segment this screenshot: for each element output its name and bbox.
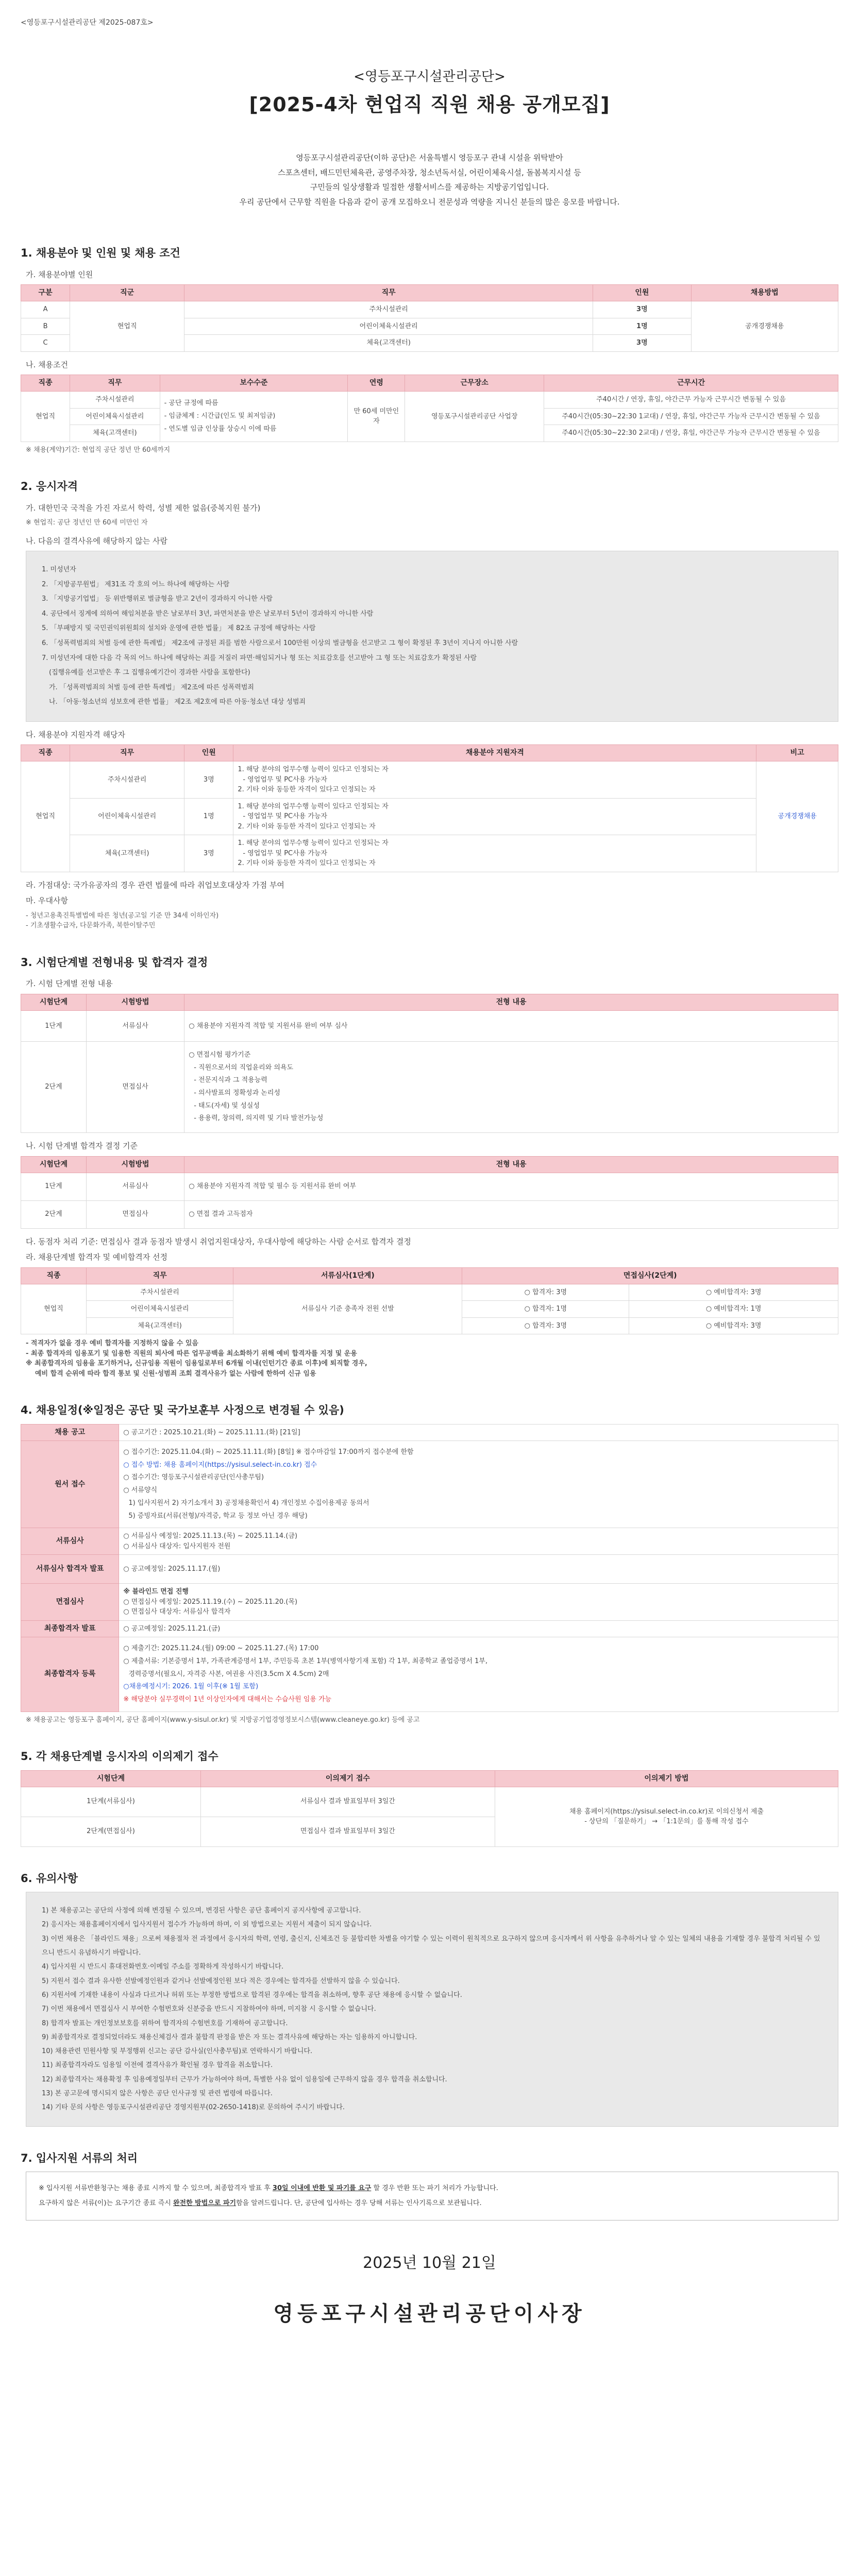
table-row: 어린이체육시설관리 주40시간(05:30~22:30 1교대) / 연장, 휴일, 야간근무 가능자 근무시간 변동될 수 있음 bbox=[21, 408, 838, 425]
section-1b-title: 나. 채용조건 bbox=[26, 360, 68, 369]
pass-criteria-table: 시험단계 시험방법 전형 내용 1단계 서류심사 ○ 채용분야 지원자격 적합 및 필수 등 지원서류 완비 여부 2단계 면접심사 ○ 면접 결과 고득점자 bbox=[21, 1156, 838, 1229]
table-row: 서류심사 합격자 발표 ○ 공고예정일: 2025.11.17.(월) bbox=[21, 1555, 838, 1584]
conditions-table: 직종 직무 보수수준 연령 근무장소 근무시간 현업직 주차시설관리 - 공단 규정에 따름 - 임금체계 : 시간급(인도 및 최저임금) - 연도별 임금 인상률 상승시 이에 따름 만 60세 미만인자 영등포구시설관리공단 사업장 주40시간 / 연장, 휴일, 야간근무 가능자 근무시간 변동될 수 있음 어린이체육시설관리 주40시간(05:30~22:30 1교대) / 연장, 휴일, 야간근무 가능자 근무시간 변동될 수 있음 체육(고객센터) 주40시간(05:30~22:30 2교대) / 연장, 휴일, 야간근무 가능자 근무시간 변동될 수 있음 bbox=[21, 375, 838, 442]
contract-note: ※ 채용(계약)기간: 현업직 공단 정년 만 60세까지 bbox=[26, 446, 171, 454]
section-4-title: 4. 채용일정(※일정은 공단 및 국가보훈부 사정으로 변경될 수 있음) bbox=[21, 1404, 344, 1417]
positions-table: 구분 직군 직무 인원 채용방법 A 현업직 주차시설관리 3명 공개경쟁채용 B 어린이체육시설관리 1명 C 체육(고객센터) 3명 bbox=[21, 284, 838, 352]
notice-date: 2025년 10월 21일 bbox=[363, 2254, 496, 2273]
section-5-title: 5. 각 채용단계별 응시자의 이의제기 접수 bbox=[21, 1750, 218, 1763]
section-3b-title: 나. 시험 단계별 합격자 결정 기준 bbox=[26, 1141, 138, 1151]
table-row: 체육(고객센터) 주40시간(05:30~22:30 2교대) / 연장, 휴일, 야간근무 가능자 근무시간 변동될 수 있음 bbox=[21, 425, 838, 442]
table-row: 어린이체육시설관리 1명 1. 해당 분야의 업무수행 능력이 있다고 인정되는 자 - 영업업무 및 PC사용 가능자 2. 기타 이와 동등한 자격이 있다고 인정되는 자 bbox=[21, 798, 838, 835]
section-3c-title: 다. 동점자 처리 기준: 면접심사 결과 동점자 발생시 취업지원대상자, 우대사항에 해당하는 사람 순서로 합격자 결정 bbox=[26, 1236, 411, 1246]
table-row: B 어린이체육시설관리 1명 bbox=[21, 318, 838, 335]
notice-number: <영등포구시설관리공단 제2025-087호> bbox=[21, 19, 154, 27]
org-title: <영등포구시설관리공단> bbox=[353, 69, 506, 84]
selection-table: 직종 직무 서류심사(1단계) 면접심사(2단계) 현업직 주차시설관리 서류심사 기준 충족자 전원 선발 ○ 합격자: 3명 ○ 예비합격자: 3명 어린이체육시설관리 ○ 합격자: 1명 ○ 예비합격자: 1명 체육(고객센터) ○ 합격자: 3명 ○ 예비합격자: 3명 bbox=[21, 1267, 838, 1335]
notice-page: <영등포구시설관리공단 제2025-087호> <영등포구시설관리공단> [2025-4차 현업직 직원 채용 공개모집] 영등포구시설관리공단(이하 공단)은 서울특별시 영등포구 관내 시설을 위탁받아 스포츠센터, 배드민턴체육관, 공영주차장, 청소년독서실, 어린이체육시설, 돌봄복지시설 등 구민들의 일상생활과 밀접한 생활서비스를 제공하는 지방공기업입니다. 우리 공단에서 근무할 직원을 다음과 같이 공개 모집하오니 전문성과 역량을 지니신 분들의 많은 응모를 바랍니다. 1. 채용분야 및 인원 및 채용 조건 가. 채용분야별 인원 구분 직군 직무 인원 채용방법 A 현업직 주차시설관리 3명 공개경쟁채용 B 어린이체육시설관리 1명 C 체육(고객센터) 3명 나. 채용조건 직종 직무 보수수준 연령 근무장소 근무시간 현업직 주차시설관리 - 공단 규정에 따름 - 임금체계 : 시간급(인도 및 최저임금) - 연도별 임금 인상률 상승시 이에 따름 만 60세 미만인자 영등포구시설관리공단 사업장 주40시간 / 연장, 휴일, 야간근무 가능자 근무시간 변동될 수 있음 어린이체육시설관리 주40시간(05:30~22:30 1교대) / 연장, 휴일, 야간근무 가능자 근무시간 변동될 수 있음 체육(고객센터) 주40시간(05:30~22:30 2교대) / 연장, 휴일, 야간근무 가능자 근무시간 변동될 수 있음 ※ 채용(계약)기간: 현업직 공단 정년 만 60세까지 2. 응시자격 가. 대한민국 국적을 가진 자로서 학력, 성별 제한 없음(중복지원 불가) ※ 현업직: 공단 정년인 만 60세 미만인 자 나. 다음의 결격사유에 해당하지 않는 사람 1. 미성년자 2. 「지방공무원법」 제31조 각 호의 어느 하나에 해당하는 사람 3. 「지방공기업법」 등 위반행위로 벌금형을 받고 2년이 경과하지 아니한 사람 4. 공단에서 징계에 의하여 해임처분을 받은 날로부터 3년, 파면처분을 받은 날로부터 5년이 경과하지 아니한 사람 5. 「부패방지 및 국민권익위원회의 설치와 운영에 관한 법률」 제 82조 규정에 해당하는 사람 6. 「성폭력범죄의 처벌 등에 관한 특례법」 제2조에 규정된 죄를 범한 사람으로서 100만원 이상의 벌금형을 선고받고 그 형이 확정된 후 3년이 지나지 아니한 사람 7. 미성년자에 대한 다음 각 목의 어느 하나에 해당하는 죄를 저질러 파면·해임되거나 형 또는 치료감호를 선고받아 그 형 또는 치료감호가 확정된 사람 (집행유예를 선고받은 후 그 집행유예기간이 경과한 사람을 포함한다) 가. 「성폭력범죄의 처벌 등에 관한 특례법」 제2조에 따른 성폭력범죄 나. 「아동·청소년의 성보호에 관한 법률」 제2조 제2호에 따른 아동·청소년 대상 성범죄 다. 채용분야 지원자격 해당자 직종 직무 인원 채용분야 지원자격 비고 현업직 주차시설관리 3명 1. 해당 분야의 업무수행 능력이 있다고 인정되는 자 - 영업업무 및 PC사용 가능자 2. 기타 이와 동등한 자격이 있다고 인정되는 자 공개경쟁채용 어린이체육시설관리 1명 1. 해당 분야의 업무수행 능력이 있다고 인정되는 자 - 영업업무 및 PC사용 가능자 2. 기타 이와 동등한 자격이 있다고 인정되는 자 체육(고객센터) 3명 1. 해당 분야의 업무수행 능력이 있다고 인정되는 자 - 영업업무 및 PC사용 가능자 2. 기타 이와 동등한 자격이 있다고 인정되는 자 라. 가점대상: 국가유공자의 경우 관련 법률에 따라 취업보호대상자 가점 부여 마. 우대사항 - 청년고용촉진특별법에 따른 청년(공고일 기준 만 34세 이하인자) - 기초생활수급자, 다문화가족, 북한이탈주민 3. 시험단계별 전형내용 및 합격자 결정 가. 시험 단계별 전형 내용 시험단계 시험방법 전형 내용 1단계 서류심사 ○ 채용분야 지원자격 적합 및 지원서류 완비 여부 심사 2단계 면접심사 ○ 면접시험 평가기준 - 직원으로서의 직업윤리와 의욕도 - 전문지식과 그 적용능력 - 의사발표의 정확성과 논리성 - 태도(자세) 및 성실성 - 용용력, 창의력, 의지력 및 기타 발전가능성 나. 시험 단계별 합격자 결정 기준 시험단계 시험방법 전형 내용 1단계 서류심사 ○ 채용분야 지원자격 적합 및 필수 등 지원서류 완비 여부 2단계 면접심사 ○ 면접 결과 고득점자 다. 동점자 처리 기준: 면접심사 결과 동점자 발생시 취업지원대상자, 우대사항에 해당하는 사람 순서로 합격자 결정 라. 채용단계별 합격자 및 예비합격자 선정 직종 직무 서류심사(1단계) 면접심사(2단계) 현업직 주차시설관리 서류심사 기준 충족자 전원 선발 ○ 합격자: 3명 ○ 예비합격자: 3명 어린이체육시설관리 ○ 합격자: 1명 ○ 예비합격자: 1명 체육(고객센터) ○ 합격자: 3명 ○ 예비합격자: 3명 - 적격자가 없을 경우 예비 합격자를 지정하지 않을 수 있음 - 최종 합격자의 임용포기 및 임용한 직원의 퇴사에 따른 업무공백을 최소화하기 위해 예비 합격자를 지정 및 운용 ※ 최종합격자의 임용을 포기하거나, 신규임용 직원이 임용일로부터 6개월 이내(인턴기간 종료 이후)에 퇴직할 경우, 예비 합격 순위에 따라 합격 통보 및 신원·성범죄 조회 결격사유가 없는 사람에 한하여 신규 임용 4. 채용일정(※일정은 공단 및 국가보훈부 사정으로 변경될 수 있음) 채용 공고 ○ 공고기간 : 2025.10.21.(화) ~ 2025.11.11.(화) [21일] 원서 접수 ○ 접수기간: 2025.11.04.(화) ~ 2025.11.11.(화) [8일] ※ 접수마감일 17:00까지 접수분에 한함 ○ 접수 방법: 채용 홈페이지(https://ysisul.select-in.co.kr) 접수 ○ 접수기간: 영등포구시설관리공단(인사총무팀) ○ 서류양식 1) 입사지원서 2) 자기소개서 3) 공정채용확인서 4) 개인정보 수집이용제공 동의서 5) 증빙자료(서류(전형)/자격증, 학교 등 정보 아닌 경우 해당) 서류심사 ○ 서류심사 예정일: 2025.11.13.(목) ~ 2025.11.14.(금) ○ 서류심사 대상자: 입사지원자 전원 서류심사 합격자 발표 ○ 공고예정일: 2025.11.17.(월) 면접심사 ※ 블라인드 면접 진행 ○ 면접심사 예정일: 2025.11.19.(수) ~ 2025.11.20.(목) ○ 면접심사 대상자: 서류심사 합격자 최종합격자 발표 ○ 공고예정일: 2025.11.21.(금) 최종합격자 등록 ○ 제출기간: 2025.11.24.(월) 09:00 ~ 2025.11.27.(목) 17:00 ○ 제출서류: 기본증명서 1부, 가족관계증명서 1부, 주민등록 초본 1부(병역사항기재 포함) 각 1부, 최종학교 졸업증명서 1부, 경력증명서(필요시, 자격증 사본, 여권용 사진(3.5cm X 4.5cm) 2매 ○채용예정시기: 2026. 1월 이후(※ 1월 포함) ※ 해당분야 실무경력이 1년 이상인자에게 대해서는 수습사원 임용 가능 ※ 채용공고는 영등포구 홈페이지, 공단 홈페이지(www.y-sisul.or.kr) 및 지방공기업경영정보시스템(www.cleaneye.go.kr) 등에 공고 5. 각 채용단계별 응시자의 이의제기 접수 시험단계 이의제기 접수 이의제기 방법 1단계(서류심사) 서류심사 결과 발표일부터 3일간 채용 홈페이지(https://ysisul.select-in.co.kr)로 이의신청서 제출 - 상단의 「질문하기」 → 「1:1문의」를 통해 작성 접수 2단계(면접심사) 면접심사 결과 발표일부터 3일간 6. 유의사항 1) 본 채용공고는 공단의 사정에 의해 변경될 수 있으며, 변경된 사항은 공단 홈페이지 공지사항에 공고합니다. 2) 응시자는 채용홈페이지에서 입사지원서 접수가 가능하며 하며, 이 외 방법으로는 지원서 제출이 되지 않습니다. 3) 이번 채용은 「블라인드 채용」으로써 채용절차 전 과정에서 응시자의 학력, 연령, 출신지, 신체조건 등 불합리한 차별을 야기할 수 있는 이력이 원칙적으로 요구하지 않으며 응시자께서 위 사항을 유추하거나 알 수 있는 일체의 내용을 기재할 경우 불합격 처리될 수 있으니 반드시 유념하시기 바랍니다. 4) 입사지원 시 반드시 휴대전화번호·이메일 주소를 정확하게 작성하시기 바랍니다. 5) 지원서 접수 결과 유사한 선발예정인원과 같거나 선발예정인원 보다 적은 경우에는 합격자를 선발하지 않을 수 있습니다. 6) 지원서에 기재한 내용이 사실과 다르거나 허위 또는 부정한 방법으로 합격된 경우에는 합격을 취소하며, 향후 공단 채용에 응시할 수 없습니다. 7) 이번 채용에서 면접심사 시 부여한 수험번호와 신분증을 반드시 지참하여야 하며, 미지참 시 응시할 수 없습니다. 8) 합격자 발표는 개인정보보호를 위하여 합격자의 수험번호를 기재하여 공고합니다. 9) 최종합격자로 결정되었더라도 채용신체검사 결과 불합격 판정을 받은 자 또는 결격사유에 해당하는 자는 임용하지 아니합니다. 10) 채용관련 민원사항 및 부정행위 신고는 공단 감사실(인사총무팀)로 연락하시기 바랍니다. 11) 최종합격자라도 임용일 이전에 결격사유가 확인될 경우 합격을 취소합니다. 12) 최종합격자는 채용확정 후 임용예정일부터 근무가 가능하여야 하며, 특별한 사유 없이 임용일에 근무하지 않을 경우 합격을 취소합니다. 13) 본 공고문에 명시되지 않은 사항은 공단 인사규정 및 관련 법령에 따릅니다. 14) 기타 문의 사항은 영등포구시설관리공단 경영지원부(02-2650-1418)로 문의하여 주시기 바랍니다. 7. 입사지원 서류의 처리 ※ 입사지원 서류반환청구는 채용 종료 시까지 할 수 있으며, 최종합격자 발표 후 30일 이내에 반환 및 파기를 요구 할 경우 반환 또는 파기 처리가 가능합니다. 요구하지 않은 서류(이)는 요구기간 종료 즉시 완전한 방법으로 파기함을 알려드립니다. 단, 공단에 입사하는 경우 당해 서류는 인사기록으로 보관됩니다. 2025년 10월 21일 영등포구시설관리공단이사장 bbox=[0, 0, 859, 2576]
table-row: 채용 공고 ○ 공고기간 : 2025.10.21.(화) ~ 2025.11.11.(화) [21일] bbox=[21, 1424, 838, 1441]
table-row: 최종합격자 발표 ○ 공고예정일: 2025.11.21.(금) bbox=[21, 1620, 838, 1637]
table-row: 최종합격자 등록 ○ 제출기간: 2025.11.24.(월) 09:00 ~ 2025.11.27.(목) 17:00 ○ 제출서류: 기본증명서 1부, 가족관계증명서 1부, 주민등록 초본 1부(병역사항기재 포함) 각 1부, 최종학교 졸업증명서 1부, 경력증명서(필요시, 자격증 사본, 여권용 사진(3.5cm X 4.5cm) 2매 ○채용예정시기: 2026. 1월 이후(※ 1월 포함) ※ 해당분야 실무경력이 1년 이상인자에게 대해서는 수습사원 임용 가능 bbox=[21, 1637, 838, 1711]
table-row: 현업직 주차시설관리 3명 1. 해당 분야의 업무수행 능력이 있다고 인정되는 자 - 영업업무 및 PC사용 가능자 2. 기타 이와 동등한 자격이 있다고 인정되는 자 공개경쟁채용 bbox=[21, 761, 838, 799]
table-row: C 체육(고객센터) 3명 bbox=[21, 335, 838, 352]
page-title: [2025-4차 현업직 직원 채용 공개모집] bbox=[249, 93, 610, 116]
section-6-title: 6. 유의사항 bbox=[21, 1872, 78, 1885]
section-1a-title: 가. 채용분야별 인원 bbox=[26, 269, 93, 279]
section-2c-title: 다. 채용분야 지원자격 해당자 bbox=[26, 730, 125, 739]
section-7-title: 7. 입사지원 서류의 처리 bbox=[21, 2151, 138, 2164]
table-row: 1단계 서류심사 ○ 채용분야 지원자격 적합 및 필수 등 지원서류 완비 여부 bbox=[21, 1173, 838, 1200]
table-row: 1단계 서류심사 ○ 채용분야 지원자격 적합 및 지원서류 완비 여부 심사 bbox=[21, 1010, 838, 1041]
table-row: 어린이체육시설관리 ○ 합격자: 1명 ○ 예비합격자: 1명 bbox=[21, 1301, 838, 1318]
section-3a-title: 가. 시험 단계별 전형 내용 bbox=[26, 979, 113, 989]
table-row: 서류심사 ○ 서류심사 예정일: 2025.11.13.(목) ~ 2025.11.14.(금) ○ 서류심사 대상자: 입사지원자 전원 bbox=[21, 1528, 838, 1555]
exam-stages-table: 시험단계 시험방법 전형 내용 1단계 서류심사 ○ 채용분야 지원자격 적합 및 지원서류 완비 여부 심사 2단계 면접심사 ○ 면접시험 평가기준 - 직원으로서의 직업윤리와 의욕도 - 전문지식과 그 적용능력 - 의사발표의 정확성과 논리성 - 태도(자세) 및 성실성 - 용용력, 창의력, 의지력 및 기타 발전가능성 bbox=[21, 994, 838, 1133]
cautions-box: 1) 본 채용공고는 공단의 사정에 의해 변경될 수 있으며, 변경된 사항은 공단 홈페이지 공지사항에 공고합니다. 2) 응시자는 채용홈페이지에서 입사지원서 접수가 가능하며 하며, 이 외 방법으로는 지원서 제출이 되지 않습니다. 3) 이번 채용은 「블라인드 채용」으로써 채용절차 전 과정에서 응시자의 학력, 연령, 출신지, 신체조건 등 불합리한 차별을 야기할 수 있는 이력이 원칙적으로 요구하지 않으며 응시자께서 위 사항을 유추하거나 알 수 있는 일체의 내용을 기재할 경우 불합격 처리될 수 있으니 반드시 유념하시기 바랍니다. 4) 입사지원 시 반드시 휴대전화번호·이메일 주소를 정확하게 작성하시기 바랍니다. 5) 지원서 접수 결과 유사한 선발예정인원과 같거나 선발예정인원 보다 적은 경우에는 합격자를 선발하지 않을 수 있습니다. 6) 지원서에 기재한 내용이 사실과 다르거나 허위 또는 부정한 방법으로 합격된 경우에는 합격을 취소하며, 향후 공단 채용에 응시할 수 없습니다. 7) 이번 채용에서 면접심사 시 부여한 수험번호와 신분증을 반드시 지참하여야 하며, 미지참 시 응시할 수 없습니다. 8) 합격자 발표는 개인정보보호를 위하여 합격자의 수험번호를 기재하여 공고합니다. 9) 최종합격자로 결정되었더라도 채용신체검사 결과 불합격 판정을 받은 자 또는 결격사유에 해당하는 자는 임용하지 아니합니다. 10) 채용관련 민원사항 및 부정행위 신고는 공단 감사실(인사총무팀)로 연락하시기 바랍니다. 11) 최종합격자라도 임용일 이전에 결격사유가 확인될 경우 합격을 취소합니다. 12) 최종합격자는 채용확정 후 임용예정일부터 근무가 가능하여야 하며, 특별한 사유 없이 임용일에 근무하지 않을 경우 합격을 취소합니다. 13) 본 공고문에 명시되지 않은 사항은 공단 인사규정 및 관련 법령에 따릅니다. 14) 기타 문의 사항은 영등포구시설관리공단 경영지원부(02-2650-1418)로 문의하여 주시기 바랍니다. bbox=[26, 1892, 838, 2126]
section-2d-title: 라. 가점대상: 국가유공자의 경우 관련 법률에 따라 취업보호대상자 가점 부여 bbox=[26, 880, 284, 890]
age-note: ※ 현업직: 공단 정년인 만 60세 미만인 자 bbox=[26, 519, 148, 527]
section-2a-title: 가. 대한민국 국적을 가진 자로서 학력, 성별 제한 없음(중복지원 불가) bbox=[26, 503, 261, 513]
signatory: 영등포구시설관리공단이사장 bbox=[273, 2302, 586, 2326]
table-row: 면접심사 ※ 블라인드 면접 진행 ○ 면접심사 예정일: 2025.11.19.(수) ~ 2025.11.20.(목) ○ 면접심사 대상자: 서류심사 합격자 bbox=[21, 1584, 838, 1621]
section-3-title: 3. 시험단계별 전형내용 및 합격자 결정 bbox=[21, 956, 208, 969]
table-row: 1단계(서류심사) 서류심사 결과 발표일부터 3일간 채용 홈페이지(https://ysisul.select-in.co.kr)로 이의신청서 제출 - 상단의 「질문하기」 → 「1:1문의」를 통해 작성 접수 bbox=[21, 1787, 838, 1817]
table-row: 현업직 주차시설관리 - 공단 규정에 따름 - 임금체계 : 시간급(인도 및 최저임금) - 연도별 임금 인상률 상승시 이에 따름 만 60세 미만인자 영등포구시설관리공단 사업장 주40시간 / 연장, 휴일, 야간근무 가능자 근무시간 변동될 수 있음 bbox=[21, 392, 838, 409]
section-2-title: 2. 응시자격 bbox=[21, 480, 78, 493]
section-2e-title: 마. 우대사항 bbox=[26, 896, 68, 906]
schedule-table bbox=[21, 1424, 838, 1712]
selection-notes: - 적격자가 없을 경우 예비 합격자를 지정하지 않을 수 있음 - 최종 합격자의 임용포기 및 임용한 직원의 퇴사에 따른 업무공백을 최소화하기 위해 예비 합격자를 지정 및 운용 ※ 최종합격자의 임용을 포기하거나, 신규임용 직원이 임용일로부터 6개월 이내(인턴기간 종료 이후)에 퇴직할 경우, 예비 합격 순위에 따라 합격 통보 및 신원·성범죄 조회 결격사유가 없는 사람에 한하여 신규 임용 bbox=[26, 1340, 367, 1378]
section-3d-title: 라. 채용단계별 합격자 및 예비합격자 선정 bbox=[26, 1252, 167, 1262]
announcement-note: ※ 채용공고는 영등포구 홈페이지, 공단 홈페이지(www.y-sisul.or.kr) 및 지방공기업경영정보시스템(www.cleaneye.go.kr) 등에 공고 bbox=[26, 1716, 420, 1724]
table-row: 현업직 주차시설관리 서류심사 기준 충족자 전원 선발 ○ 합격자: 3명 ○ 예비합격자: 3명 bbox=[21, 1284, 838, 1301]
table-row: 원서 접수 ○ 접수기간: 2025.11.04.(화) ~ 2025.11.11.(화) [8일] ※ 접수마감일 17:00까지 접수분에 한함 ○ 접수 방법: 채용 홈페이지(https://ysisul.select-in.co.kr) 접수 ○ 접수기간: 영등포구시설관리공단(인사총무팀) ○ 서류양식 1) 입사지원서 2) 자기소개서 3) 공정채용확인서 4) 개인정보 수집이용제공 동의서 5) 증빙자료(서류(전형)/자격증, 학교 등 정보 아닌 경우 해당) bbox=[21, 1441, 838, 1528]
table-row: 2단계(면접심사) 면접심사 결과 발표일부터 3일간 bbox=[21, 1817, 838, 1846]
objection-table: 시험단계 이의제기 접수 이의제기 방법 1단계(서류심사) 서류심사 결과 발표일부터 3일간 채용 홈페이지(https://ysisul.select-in.co.kr)로 이의신청서 제출 - 상단의 「질문하기」 → 「1:1문의」를 통해 작성 접수 2단계(면접심사) 면접심사 결과 발표일부터 3일간 bbox=[21, 1770, 838, 1847]
table-row: 2단계 면접심사 ○ 면접 결과 고득점자 bbox=[21, 1200, 838, 1228]
table-row: 2단계 면접심사 ○ 면접시험 평가기준 - 직원으로서의 직업윤리와 의욕도 - 전문지식과 그 적용능력 - 의사발표의 정확성과 논리성 - 태도(자세) 및 성실성 - 용용력, 창의력, 의지력 및 기타 발전가능성 bbox=[21, 1041, 838, 1132]
table-row: A 현업직 주차시설관리 3명 공개경쟁채용 bbox=[21, 301, 838, 318]
section-1-title: 1. 채용분야 및 인원 및 채용 조건 bbox=[21, 247, 180, 259]
documents-box: ※ 입사지원 서류반환청구는 채용 종료 시까지 할 수 있으며, 최종합격자 발표 후 30일 이내에 반환 및 파기를 요구 할 경우 반환 또는 파기 처리가 가능합니다. 요구하지 않은 서류(이)는 요구기간 종료 즉시 완전한 방법으로 파기함을 알려드립니다. 단, 공단에 입사하는 경우 당해 서류는 인사기록으로 보관됩니다. bbox=[26, 2172, 838, 2221]
qualification-table: 직종 직무 인원 채용분야 지원자격 비고 현업직 주차시설관리 3명 1. 해당 분야의 업무수행 능력이 있다고 인정되는 자 - 영업업무 및 PC사용 가능자 2. 기타 이와 동등한 자격이 있다고 인정되는 자 공개경쟁채용 어린이체육시설관리 1명 1. 해당 분야의 업무수행 능력이 있다고 인정되는 자 - 영업업무 및 PC사용 가능자 2. 기타 이와 동등한 자격이 있다고 인정되는 자 체육(고객센터) 3명 1. 해당 분야의 업무수행 능력이 있다고 인정되는 자 - 영업업무 및 PC사용 가능자 2. 기타 이와 동등한 자격이 있다고 인정되는 자 bbox=[21, 744, 838, 872]
intro-text: 영등포구시설관리공단(이하 공단)은 서울특별시 영등포구 관내 시설을 위탁받아 스포츠센터, 배드민턴체육관, 공영주차장, 청소년독서실, 어린이체육시설, 돌봄복지시설 등 구민들의 일상생활과 밀접한 생활서비스를 제공하는 지방공기업입니다. 우리 공단에서 근무할 직원을 다음과 같이 공개 모집하오니 전문성과 역량을 지니신 분들의 많은 응모를 바랍니다. bbox=[239, 153, 620, 207]
section-2b-title: 나. 다음의 결격사유에 해당하지 않는 사람 bbox=[26, 536, 167, 546]
table-row: 체육(고객센터) 3명 1. 해당 분야의 업무수행 능력이 있다고 인정되는 자 - 영업업무 및 PC사용 가능자 2. 기타 이와 동등한 자격이 있다고 인정되는 자 bbox=[21, 835, 838, 872]
table-row: 체육(고객센터) ○ 합격자: 3명 ○ 예비합격자: 3명 bbox=[21, 1317, 838, 1334]
disqualification-box: 1. 미성년자 2. 「지방공무원법」 제31조 각 호의 어느 하나에 해당하는 사람 3. 「지방공기업법」 등 위반행위로 벌금형을 받고 2년이 경과하지 아니한 사람 4. 공단에서 징계에 의하여 해임처분을 받은 날로부터 3년, 파면처분을 받은 날로부터 5년이 경과하지 아니한 사람 5. 「부패방지 및 국민권익위원회의 설치와 운영에 관한 법률」 제 82조 규정에 해당하는 사람 6. 「성폭력범죄의 처벌 등에 관한 특례법」 제2조에 규정된 죄를 범한 사람으로서 100만원 이상의 벌금형을 선고받고 그 형이 확정된 후 3년이 지나지 아니한 사람 7. 미성년자에 대한 다음 각 목의 어느 하나에 해당하는 죄를 저질러 파면·해임되거나 형 또는 치료감호를 선고받아 그 형 또는 치료감호가 확정된 사람 (집행유예를 선고받은 후 그 집행유예기간이 경과한 사람을 포함한다) 가. 「성폭력범죄의 처벌 등에 관한 특례법」 제2조에 따른 성폭력범죄 나. 「아동·청소년의 성보호에 관한 법률」 제2조 제2호에 따른 아동·청소년 대상 성범죄 bbox=[26, 551, 838, 722]
